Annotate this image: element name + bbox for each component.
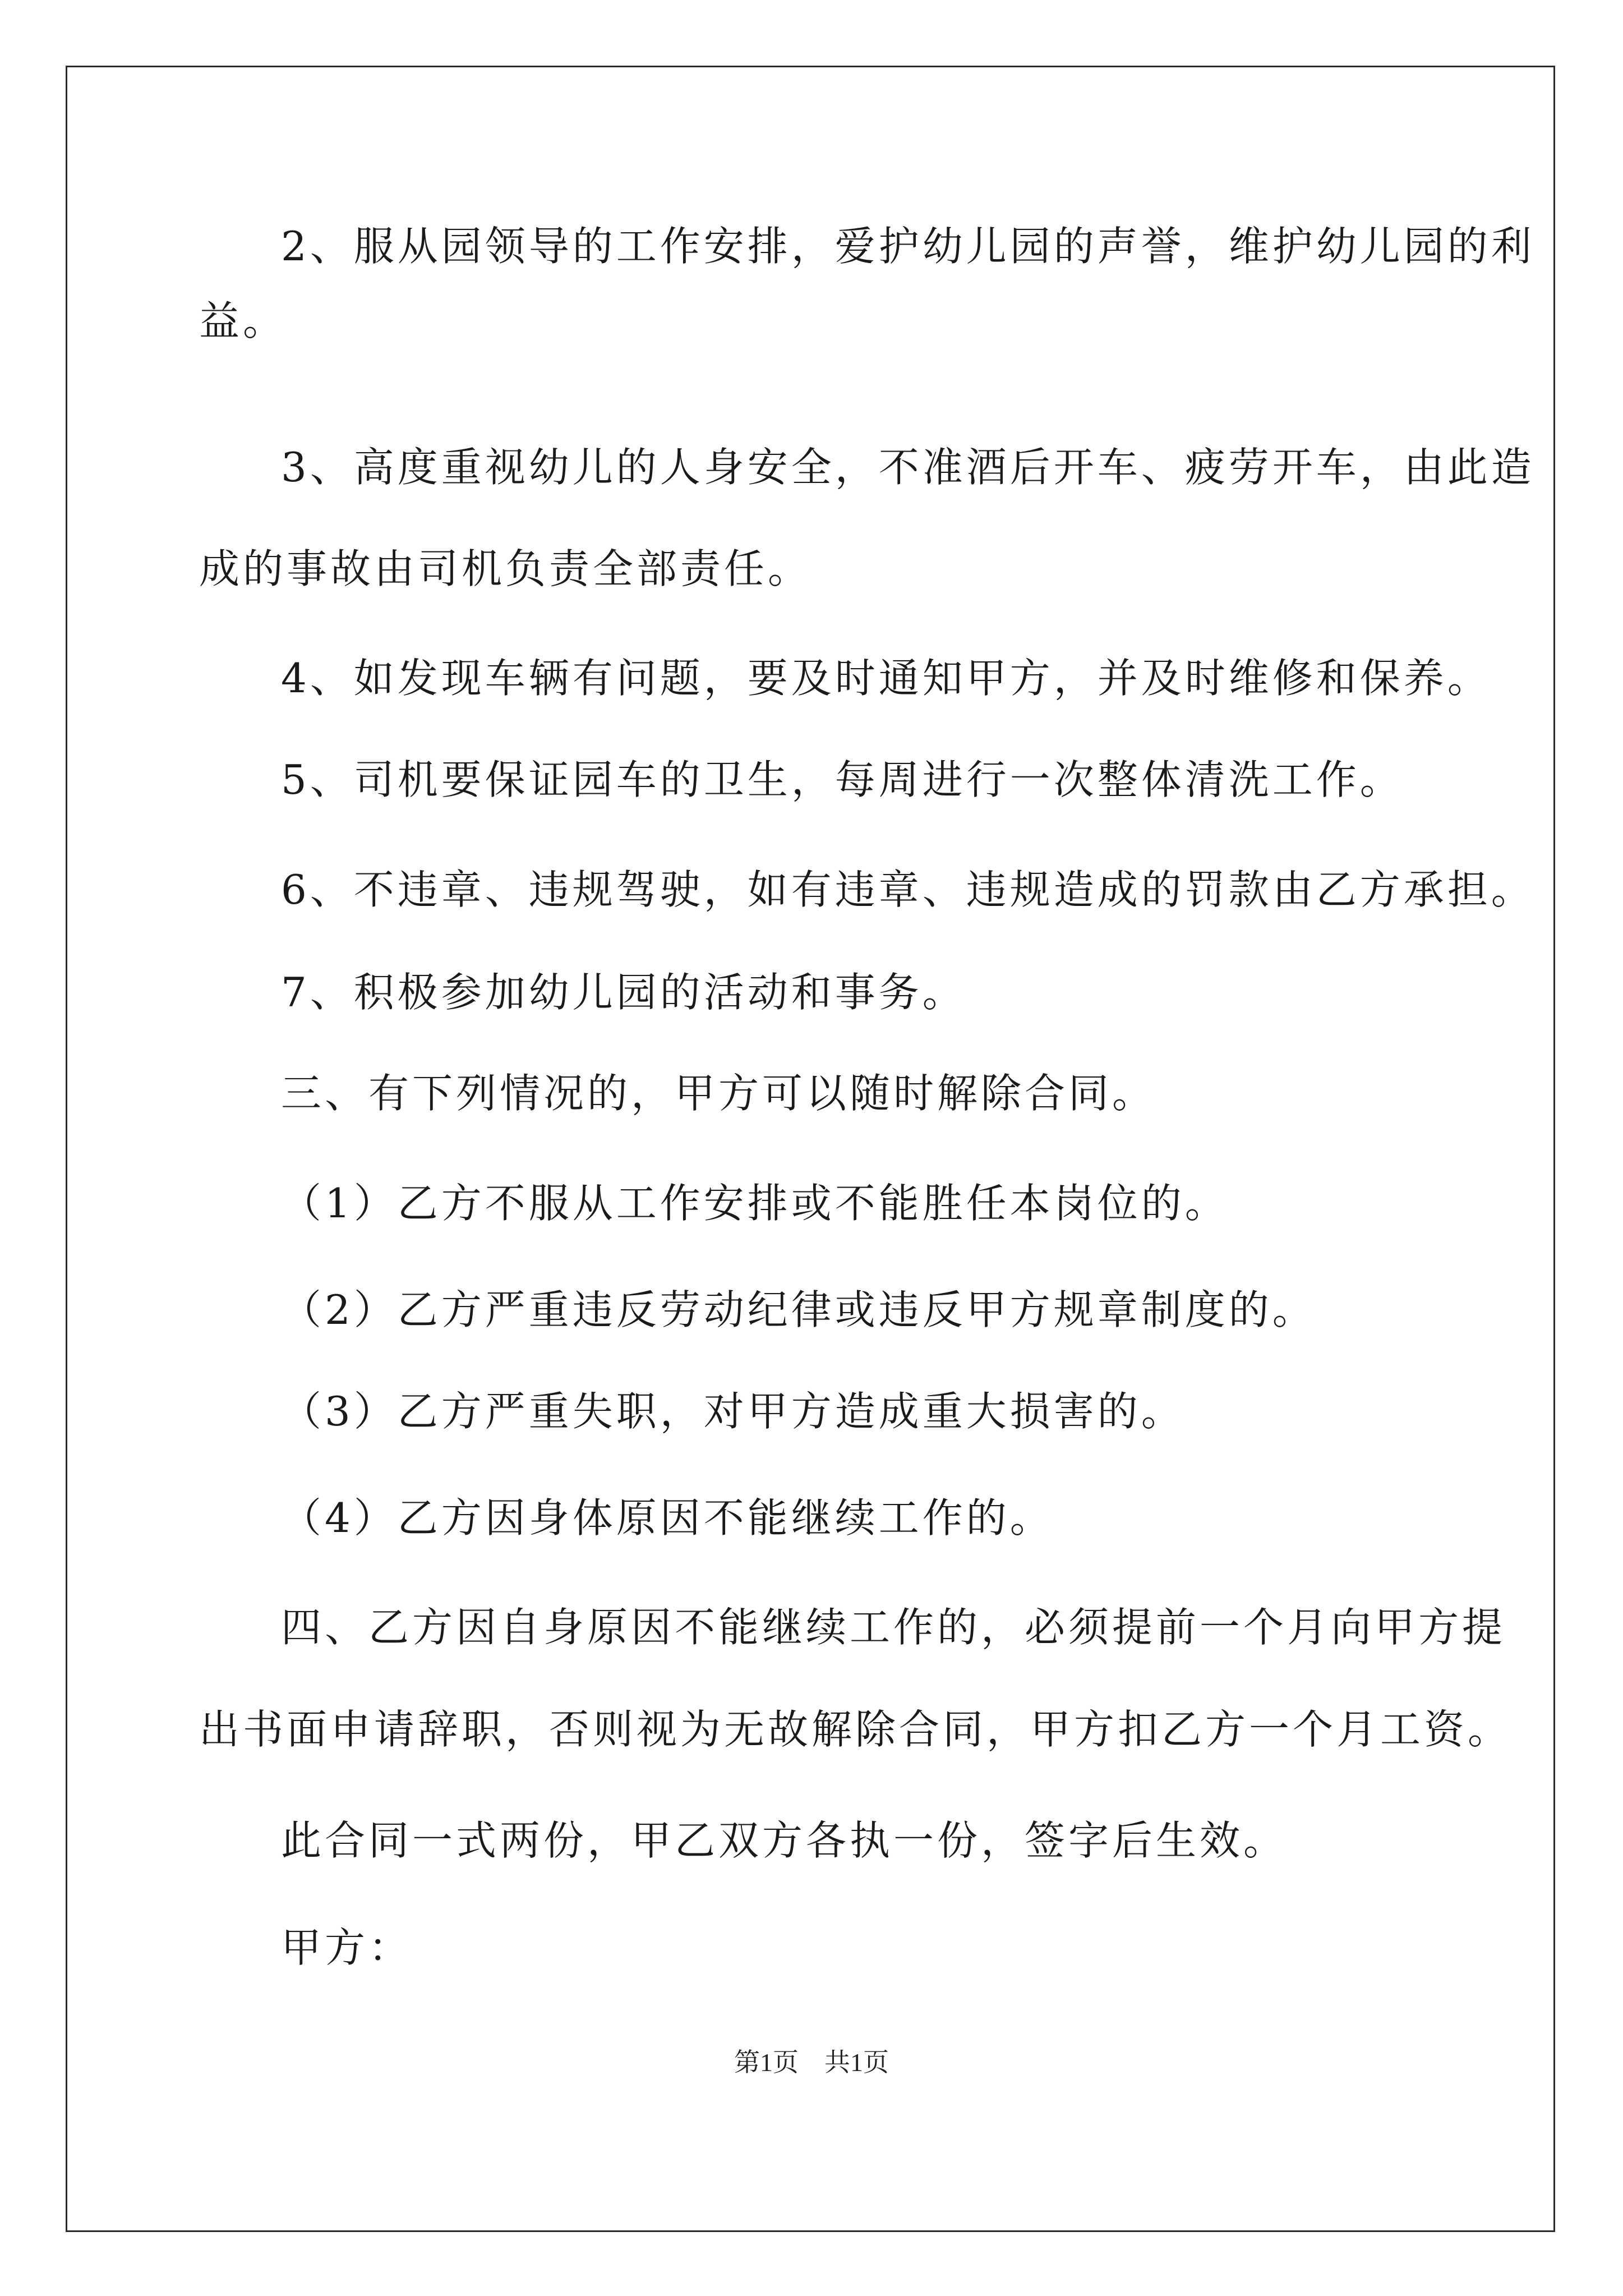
paragraph-7: 7、积极参加幼儿园的活动和事务。 — [281, 969, 966, 1016]
page-border — [66, 66, 1555, 2232]
clause-3: （3）乙方严重失职，对甲方造成重大损害的。 — [281, 1388, 1185, 1435]
clause-4: （4）乙方因身体原因不能继续工作的。 — [281, 1494, 1054, 1542]
paragraph-2-line-2: 益。 — [199, 297, 287, 344]
paragraph-3-line-2: 成的事故由司机负责全部责任。 — [199, 545, 812, 592]
page-footer: 第1页 共1页 — [734, 2048, 889, 2077]
section-3-heading: 三、有下列情况的，甲方可以随时解除合同。 — [281, 1070, 1156, 1117]
section-4-line-1: 四、乙方因自身原因不能继续工作的，必须提前一个月向甲方提 — [281, 1604, 1506, 1651]
paragraph-3-line-1: 3、高度重视幼儿的人身安全，不准酒后开车、疲劳开车，由此造 — [281, 444, 1535, 491]
section-4-line-2: 出书面申请辞职，否则视为无故解除合同，甲方扣乙方一个月工资。 — [199, 1706, 1512, 1753]
paragraph-4: 4、如发现车辆有问题，要及时通知甲方，并及时维修和保养。 — [281, 655, 1491, 702]
paragraph-6: 6、不违章、违规驾驶，如有违章、违规造成的罚款由乙方承担。 — [281, 866, 1535, 913]
party-a-signature-label: 甲方： — [281, 1924, 413, 1971]
clause-1: （1）乙方不服从工作安排或不能胜任本岗位的。 — [281, 1180, 1229, 1227]
paragraph-2-line-1: 2、服从园领导的工作安排，爱护幼儿园的声誉，维护幼儿园的利 — [281, 223, 1535, 270]
clause-2: （2）乙方严重违反劳动纪律或违反甲方规章制度的。 — [281, 1286, 1316, 1333]
contract-copies-note: 此合同一式两份，甲乙双方各执一份，签字后生效。 — [281, 1817, 1288, 1864]
paragraph-5: 5、司机要保证园车的卫生，每周进行一次整体清洗工作。 — [281, 756, 1404, 803]
